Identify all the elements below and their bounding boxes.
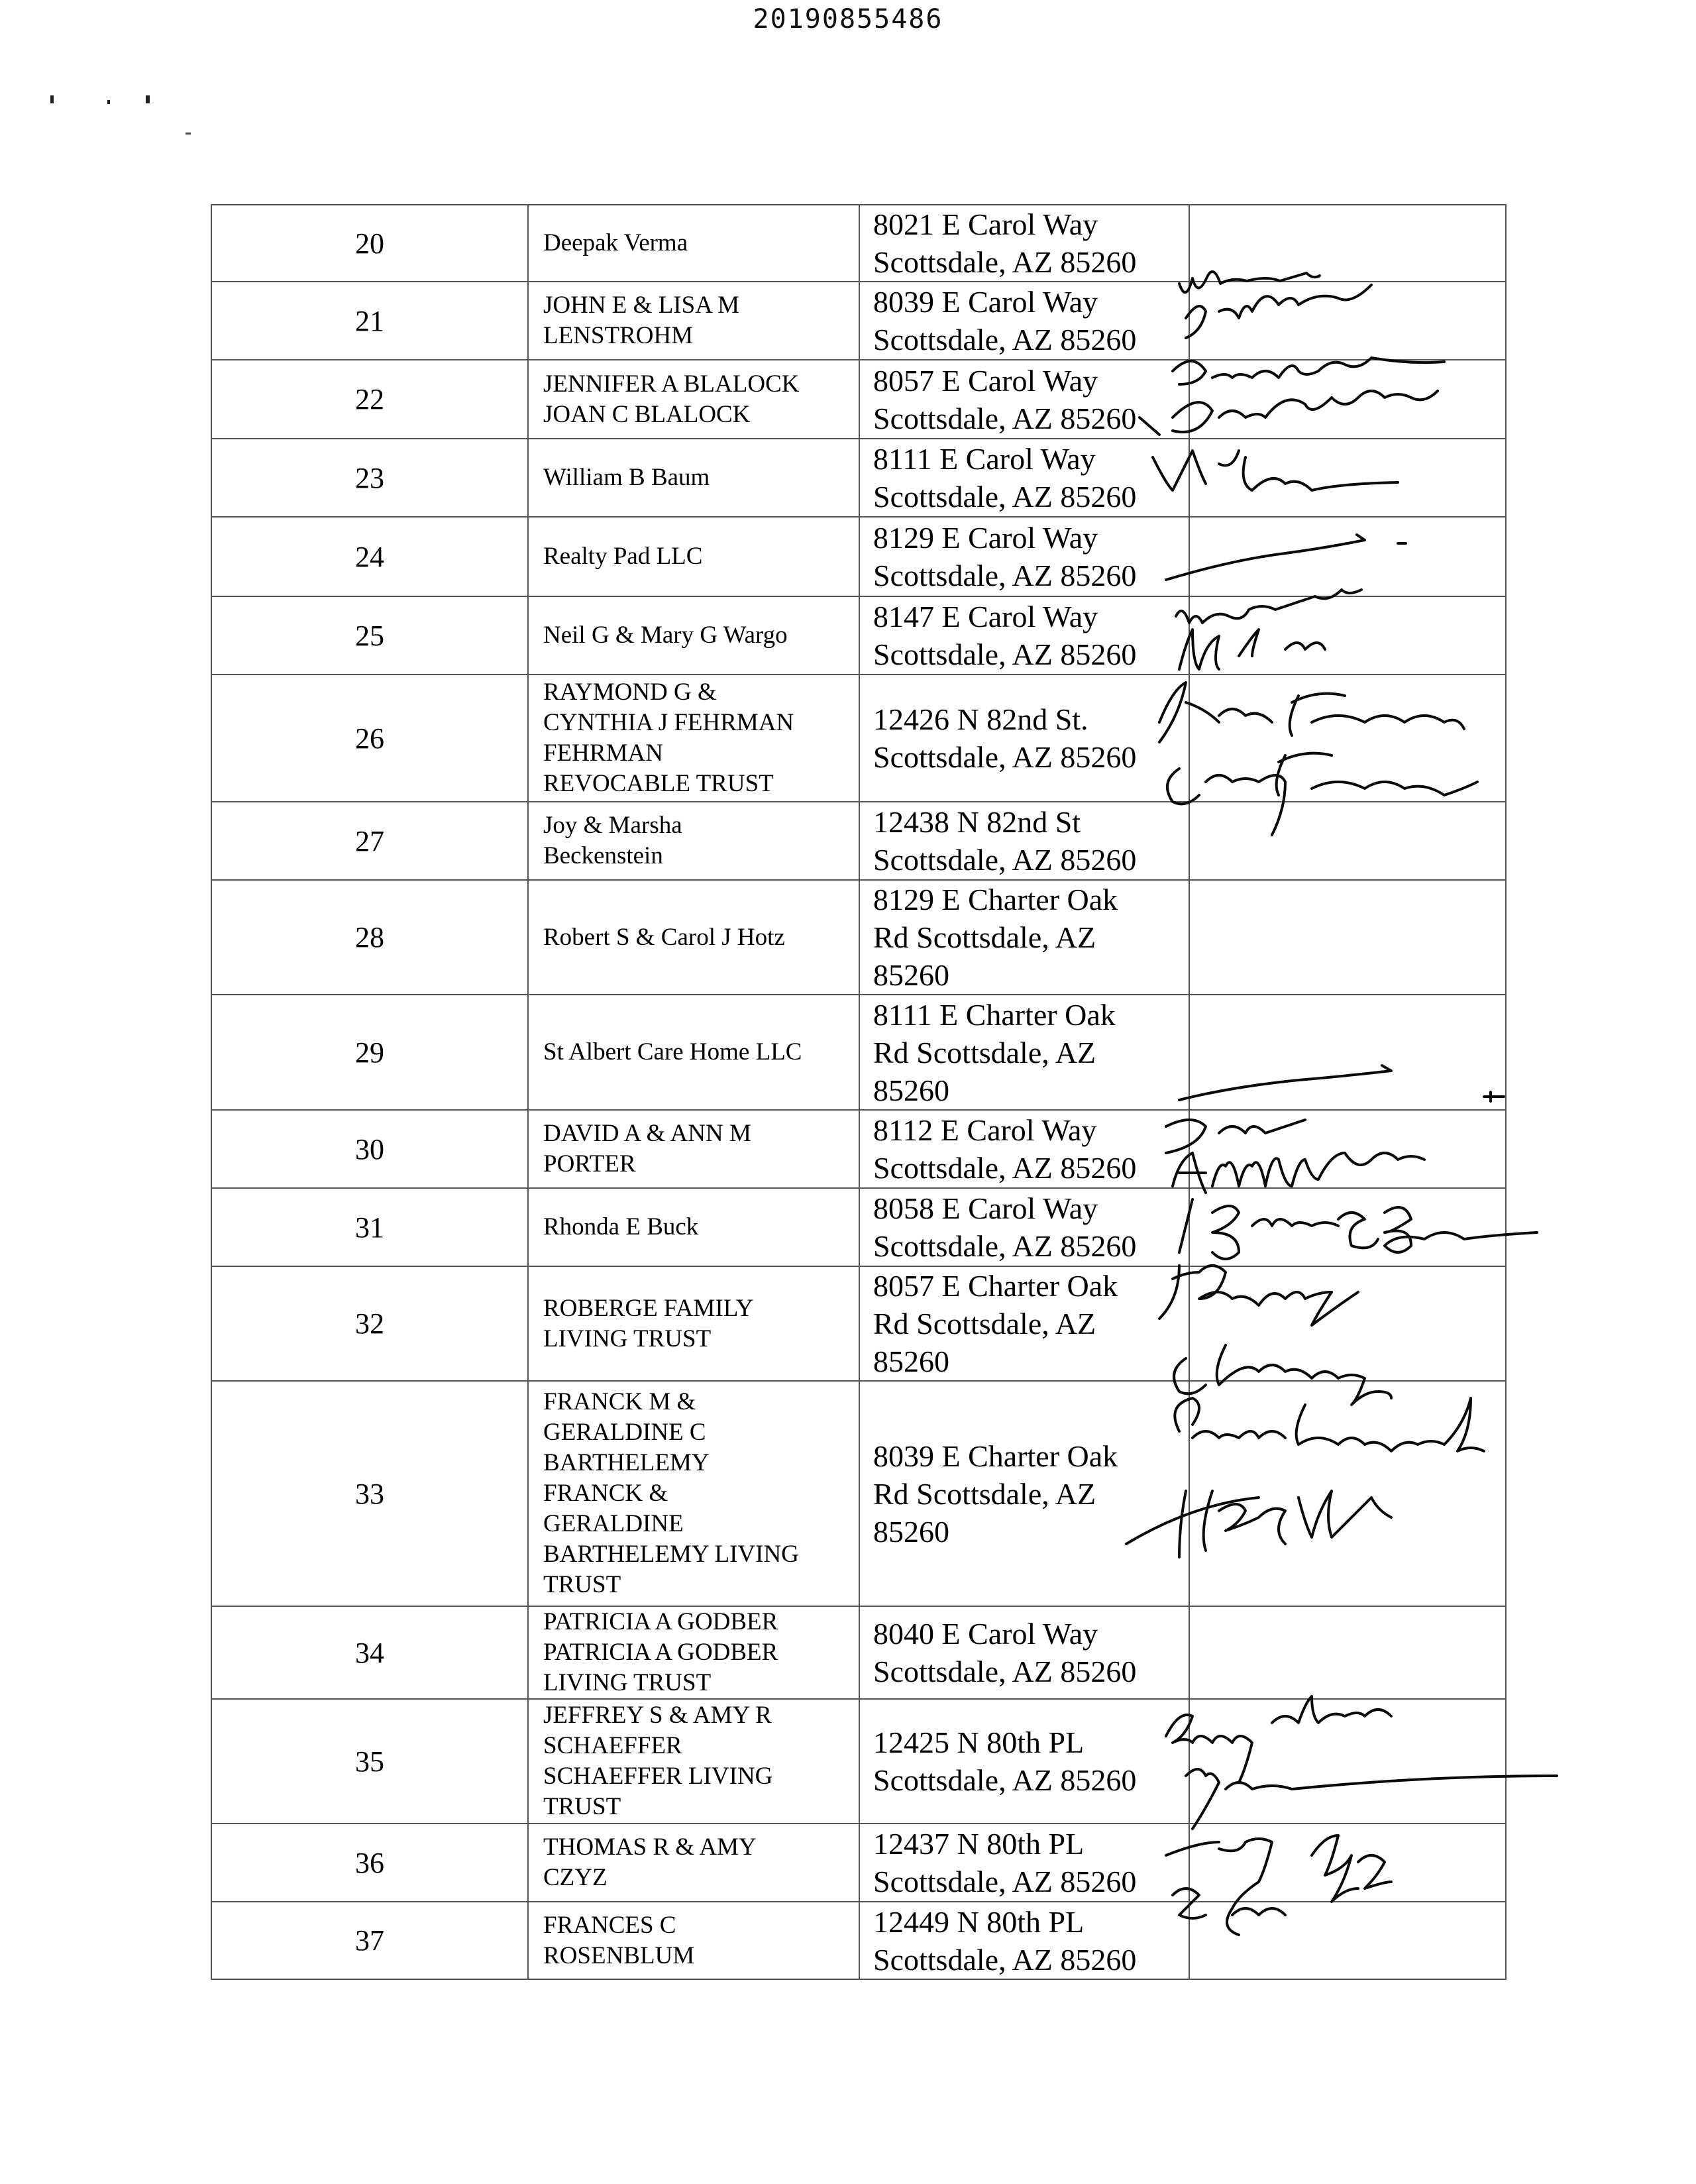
address-line: Scottsdale, AZ 85260 — [873, 1229, 1137, 1263]
address-line: Scottsdale, AZ 85260 — [873, 1865, 1137, 1898]
address-cell — [859, 675, 1189, 802]
row-number: 34 — [211, 1606, 528, 1699]
owner-row — [211, 1266, 1506, 1381]
owner-name-cell — [528, 1266, 859, 1381]
row-number: 35 — [211, 1699, 528, 1824]
owner-name-line: LIVING TRUST — [543, 1669, 712, 1696]
signature-cell-signed — [1189, 1699, 1506, 1824]
owner-name-line: FRANCK M & — [543, 1388, 696, 1415]
signature-cell-signed — [1189, 1902, 1506, 1979]
address-line: Rd Scottsdale, AZ — [873, 920, 1096, 954]
owner-name-line: ROBERGE FAMILY — [543, 1294, 754, 1322]
owner-name-line: PATRICIA A GODBER — [543, 1608, 778, 1635]
owner-row — [211, 596, 1506, 675]
owner-row — [211, 880, 1506, 995]
owner-row — [211, 439, 1506, 517]
owner-name-cell — [528, 282, 859, 360]
address-line: Scottsdale, AZ 85260 — [873, 245, 1137, 279]
address-cell — [859, 517, 1189, 596]
owner-row — [211, 517, 1506, 596]
owner-name-line: FEHRMAN — [543, 739, 663, 767]
row-number: 20 — [211, 205, 528, 282]
owner-row — [211, 282, 1506, 360]
address-line: 8058 E Carol Way — [873, 1191, 1098, 1225]
owner-name-cell — [528, 517, 859, 596]
address-line: 12437 N 80th PL — [873, 1827, 1085, 1861]
owner-name-line: Realty Pad LLC — [543, 543, 703, 570]
address-line: 8057 E Charter Oak — [873, 1269, 1118, 1303]
owner-name-line: JOHN E & LISA M — [543, 292, 740, 319]
signature-cell-signed — [1189, 596, 1506, 675]
address-line: 8129 E Carol Way — [873, 521, 1098, 555]
owner-name-cell — [528, 205, 859, 282]
address-cell — [859, 205, 1189, 282]
address-cell — [859, 1188, 1189, 1266]
owner-name-line: JENNIFER A BLALOCK — [543, 370, 800, 398]
address-line: Rd Scottsdale, AZ — [873, 1035, 1096, 1069]
address-cell — [859, 360, 1189, 439]
owner-row — [211, 1381, 1506, 1606]
owner-name-cell — [528, 1902, 859, 1979]
address-line: 8112 E Carol Way — [873, 1113, 1097, 1147]
address-cell — [859, 1902, 1189, 1979]
owner-name-line: CYNTHIA J FEHRMAN — [543, 709, 794, 736]
owner-name-line: FRANCK & — [543, 1480, 668, 1507]
owner-row — [211, 802, 1506, 880]
signature-cell-signed — [1189, 995, 1506, 1110]
row-number: 25 — [211, 596, 528, 675]
owner-name-line: LENSTROHM — [543, 322, 694, 349]
owner-name-cell — [528, 1381, 859, 1606]
signature-cell-signed — [1189, 360, 1506, 439]
owner-name-line: SCHAEFFER LIVING — [543, 1763, 773, 1790]
signature-cell-signed — [1189, 517, 1506, 596]
row-number: 31 — [211, 1188, 528, 1266]
signature-cell-signed — [1189, 1381, 1506, 1606]
row-number: 30 — [211, 1110, 528, 1188]
row-number: 22 — [211, 360, 528, 439]
owner-name-line: Deepak Verma — [543, 229, 688, 256]
address-line: 8039 E Charter Oak — [873, 1439, 1118, 1473]
address-line: 8039 E Carol Way — [873, 285, 1098, 319]
owner-name-line: St Albert Care Home LLC — [543, 1038, 802, 1065]
owner-name-line: FRANCES C — [543, 1911, 676, 1939]
owner-name-cell — [528, 1699, 859, 1824]
owner-row — [211, 1188, 1506, 1266]
signature-cell-signed — [1189, 1266, 1506, 1381]
owner-name-line: CZYZ — [543, 1864, 608, 1891]
address-cell — [859, 439, 1189, 517]
address-line: 8111 E Charter Oak — [873, 997, 1116, 1032]
signature-cell-signed — [1189, 439, 1506, 517]
owner-name-cell — [528, 880, 859, 995]
owner-row — [211, 360, 1506, 439]
document-id-number: 20190855486 — [753, 4, 943, 34]
address-cell — [859, 995, 1189, 1110]
owner-name-cell — [528, 802, 859, 880]
signature-cell-signed — [1189, 675, 1506, 802]
address-line: Scottsdale, AZ 85260 — [873, 323, 1137, 356]
address-line: Scottsdale, AZ 85260 — [873, 559, 1137, 592]
address-line: 85260 — [873, 1344, 949, 1378]
owner-name-line: TRUST — [543, 1571, 621, 1598]
owner-row — [211, 995, 1506, 1110]
signature-cell-blank — [1189, 880, 1506, 995]
address-cell — [859, 802, 1189, 880]
owner-row — [211, 675, 1506, 802]
owner-name-line: GERALDINE — [543, 1510, 684, 1537]
owner-name-line: BARTHELEMY — [543, 1449, 710, 1476]
address-line: 8021 E Carol Way — [873, 207, 1098, 241]
property-owner-table — [211, 204, 1507, 1980]
signature-cell-signed — [1189, 1110, 1506, 1188]
owner-name-line: BARTHELEMY LIVING — [543, 1541, 799, 1568]
address-line: 12438 N 82nd St — [873, 805, 1081, 839]
row-number: 36 — [211, 1824, 528, 1902]
address-cell — [859, 1606, 1189, 1699]
address-cell — [859, 880, 1189, 995]
address-line: Scottsdale, AZ 85260 — [873, 401, 1137, 435]
address-line: Scottsdale, AZ 85260 — [873, 1151, 1137, 1185]
address-cell — [859, 1381, 1189, 1606]
owner-row — [211, 1902, 1506, 1979]
owner-name-cell — [528, 1188, 859, 1266]
owner-row — [211, 1606, 1506, 1699]
owner-name-line: Rhonda E Buck — [543, 1213, 699, 1240]
signature-cell-signed — [1189, 1188, 1506, 1266]
owner-name-line: GERALDINE C — [543, 1419, 706, 1446]
address-line: 85260 — [873, 958, 949, 992]
address-cell — [859, 596, 1189, 675]
address-cell — [859, 1110, 1189, 1188]
owner-name-line: THOMAS R & AMY — [543, 1833, 757, 1861]
owner-name-line: ROSENBLUM — [543, 1941, 695, 1969]
owner-name-cell — [528, 360, 859, 439]
owner-name-line: PORTER — [543, 1150, 636, 1177]
owner-name-cell — [528, 995, 859, 1110]
owner-name-cell — [528, 1110, 859, 1188]
row-number: 27 — [211, 802, 528, 880]
owner-name-line: Neil G & Mary G Wargo — [543, 622, 788, 649]
row-number: 32 — [211, 1266, 528, 1381]
address-line: 85260 — [873, 1514, 949, 1549]
signature-cell-signed — [1189, 1824, 1506, 1902]
signature-cell-blank — [1189, 205, 1506, 282]
owner-row — [211, 1699, 1506, 1824]
owner-name-line: REVOCABLE TRUST — [543, 770, 774, 797]
signature-cell-signed — [1189, 282, 1506, 360]
owner-name-line: JOAN C BLALOCK — [543, 400, 751, 428]
address-cell — [859, 1824, 1189, 1902]
address-line: 12449 N 80th PL — [873, 1904, 1085, 1939]
row-number: 28 — [211, 880, 528, 995]
address-line: Scottsdale, AZ 85260 — [873, 637, 1137, 671]
row-number: 21 — [211, 282, 528, 360]
owner-name-cell — [528, 439, 859, 517]
address-line: 8111 E Carol Way — [873, 442, 1096, 476]
owner-row — [211, 1824, 1506, 1902]
address-line: 12425 N 80th PL — [873, 1725, 1085, 1759]
row-number: 29 — [211, 995, 528, 1110]
owner-name-line: PATRICIA A GODBER — [543, 1639, 778, 1666]
row-number: 33 — [211, 1381, 528, 1606]
owner-row — [211, 205, 1506, 282]
address-line: Scottsdale, AZ 85260 — [873, 1655, 1137, 1688]
signature-cell-blank — [1189, 802, 1506, 880]
address-line: Rd Scottsdale, AZ — [873, 1307, 1096, 1340]
owner-name-line: Joy & Marsha — [543, 812, 682, 839]
row-number: 37 — [211, 1902, 528, 1979]
address-line: Scottsdale, AZ 85260 — [873, 1942, 1137, 1977]
owner-name-cell — [528, 1606, 859, 1699]
owner-row — [211, 1110, 1506, 1188]
owner-name-cell — [528, 596, 859, 675]
address-line: 8057 E Carol Way — [873, 363, 1098, 398]
owner-name-line: SCHAEFFER — [543, 1732, 682, 1759]
owner-name-cell — [528, 1824, 859, 1902]
owner-name-cell — [528, 675, 859, 802]
owner-name-line: Robert S & Carol J Hotz — [543, 923, 785, 951]
address-line: 8147 E Carol Way — [873, 600, 1098, 633]
address-line: 85260 — [873, 1073, 949, 1107]
owner-name-line: RAYMOND G & — [543, 679, 717, 706]
address-line: 12426 N 82nd St. — [873, 702, 1088, 736]
scan-specks — [0, 0, 1696, 199]
address-line: 8129 E Charter Oak — [873, 883, 1118, 916]
owner-name-line: William B Baum — [543, 464, 710, 491]
address-line: Rd Scottsdale, AZ — [873, 1476, 1096, 1511]
address-cell — [859, 1266, 1189, 1381]
owner-name-line: LIVING TRUST — [543, 1325, 712, 1352]
address-line: Scottsdale, AZ 85260 — [873, 480, 1137, 514]
address-cell — [859, 282, 1189, 360]
owner-name-line: JEFFREY S & AMY R — [543, 1702, 772, 1729]
signature-cell-blank — [1189, 1606, 1506, 1699]
owner-name-line: Beckenstein — [543, 842, 663, 869]
address-line: Scottsdale, AZ 85260 — [873, 843, 1137, 877]
row-number: 26 — [211, 675, 528, 802]
address-line: Scottsdale, AZ 85260 — [873, 740, 1137, 774]
address-line: 8040 E Carol Way — [873, 1617, 1098, 1651]
owner-name-line: TRUST — [543, 1793, 621, 1820]
address-cell — [859, 1699, 1189, 1824]
row-number: 24 — [211, 517, 528, 596]
row-number: 23 — [211, 439, 528, 517]
address-line: Scottsdale, AZ 85260 — [873, 1763, 1137, 1797]
owner-name-line: DAVID A & ANN M — [543, 1120, 751, 1147]
